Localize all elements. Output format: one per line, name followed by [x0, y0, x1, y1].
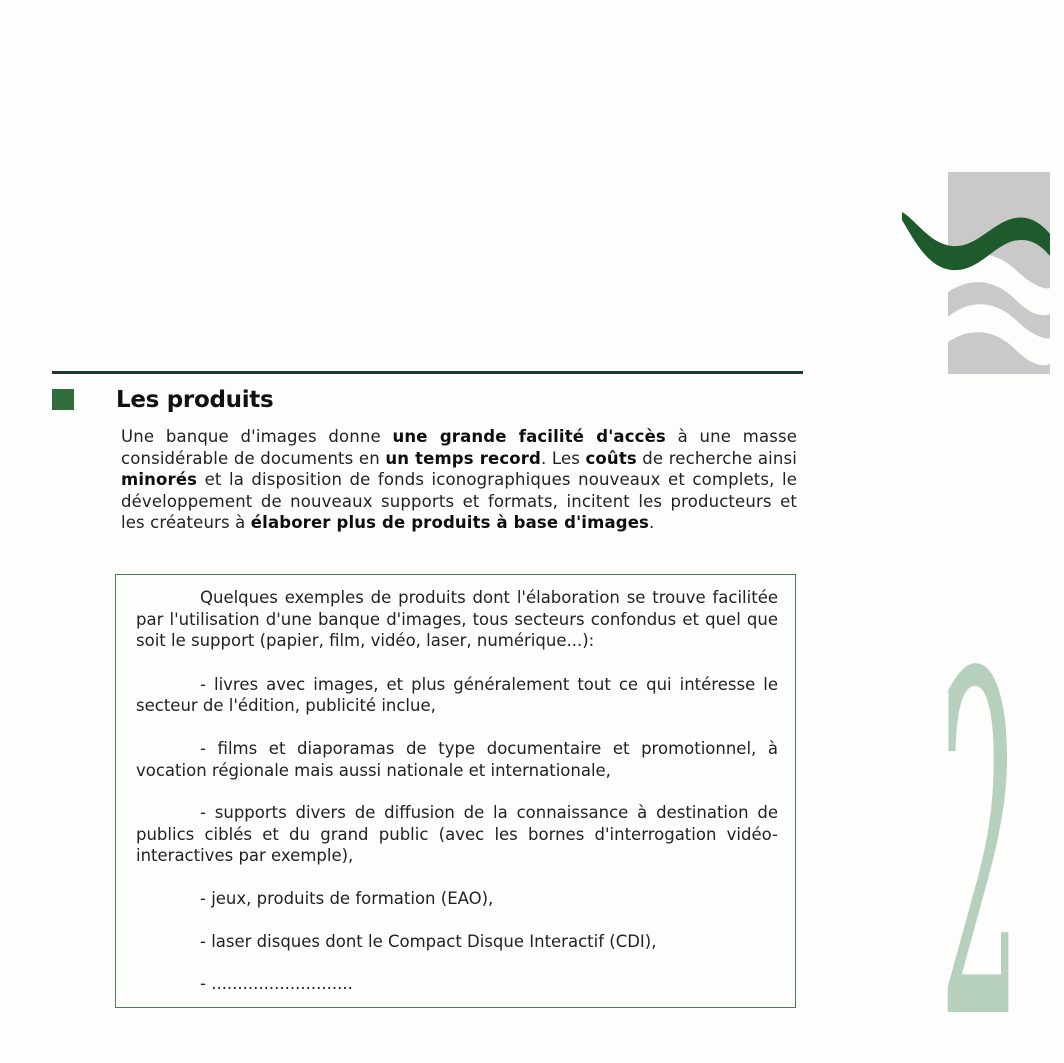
examples-box-content	[136, 587, 778, 1016]
list-item	[136, 888, 778, 910]
list-item-text: - supports divers de diffusion de la connaissance à destination de publics ciblés et du grand public (avec les bornes d'interrogation vidéo-interactives par exemple),	[136, 803, 778, 866]
list-item	[136, 973, 778, 995]
intro-emphasis: une grande facilité d'accès	[392, 427, 666, 446]
list-item-text: - jeux, produits de formation (EAO),	[200, 888, 494, 908]
intro-text: .	[649, 513, 655, 533]
examples-intro-text: Quelques exemples de produits dont l'élaboration se trouve facilitée par l'utilisation d'une banque d'images, tous secteurs confondus et quel que soit le support (papier, film, vidéo, laser, numérique...):	[136, 588, 778, 651]
list-item	[136, 931, 778, 953]
wave-decoration-icon	[900, 172, 1050, 374]
intro-emphasis: élaborer plus de produits à base d'images	[250, 513, 650, 533]
examples-intro	[136, 587, 778, 652]
list-item	[136, 674, 778, 717]
section-bullet-square	[52, 389, 74, 410]
intro-emphasis: un temps record	[385, 448, 542, 468]
page-number-2-icon	[935, 640, 1025, 1020]
intro-text: . Les	[541, 448, 586, 468]
intro-emphasis: minorés	[121, 470, 198, 490]
list-item	[136, 802, 778, 867]
list-item	[136, 738, 778, 781]
list-item-text: - livres avec images, et plus généralement tout ce qui intéresse le secteur de l'édition, publicité inclue,	[136, 674, 778, 716]
list-item-text: - ...........................	[200, 974, 353, 994]
list-item-text: - films et diaporamas de type documentaire et promotionnel, à vocation régionale mais aussi nationale et internationale,	[136, 738, 778, 780]
list-item-text: - laser disques dont le Compact Disque Interactif (CDI),	[200, 931, 657, 951]
section-divider-rule	[52, 371, 803, 374]
intro-text: à une masse considérable de documents en	[121, 427, 798, 468]
section-intro-paragraph	[121, 426, 797, 534]
intro-text: et la disposition de fonds iconographiques nouveaux et complets, le développement de nouveaux supports et formats, incitent les producteurs et les créateurs à	[121, 470, 797, 533]
intro-text: Une banque d'images donne	[121, 427, 393, 446]
intro-text: de recherche ainsi	[636, 448, 797, 468]
page-number-glyph: 2	[939, 640, 1021, 1020]
examples-box	[115, 574, 796, 1008]
section-title: Les produits	[116, 387, 274, 413]
intro-emphasis: coûts	[585, 448, 637, 468]
